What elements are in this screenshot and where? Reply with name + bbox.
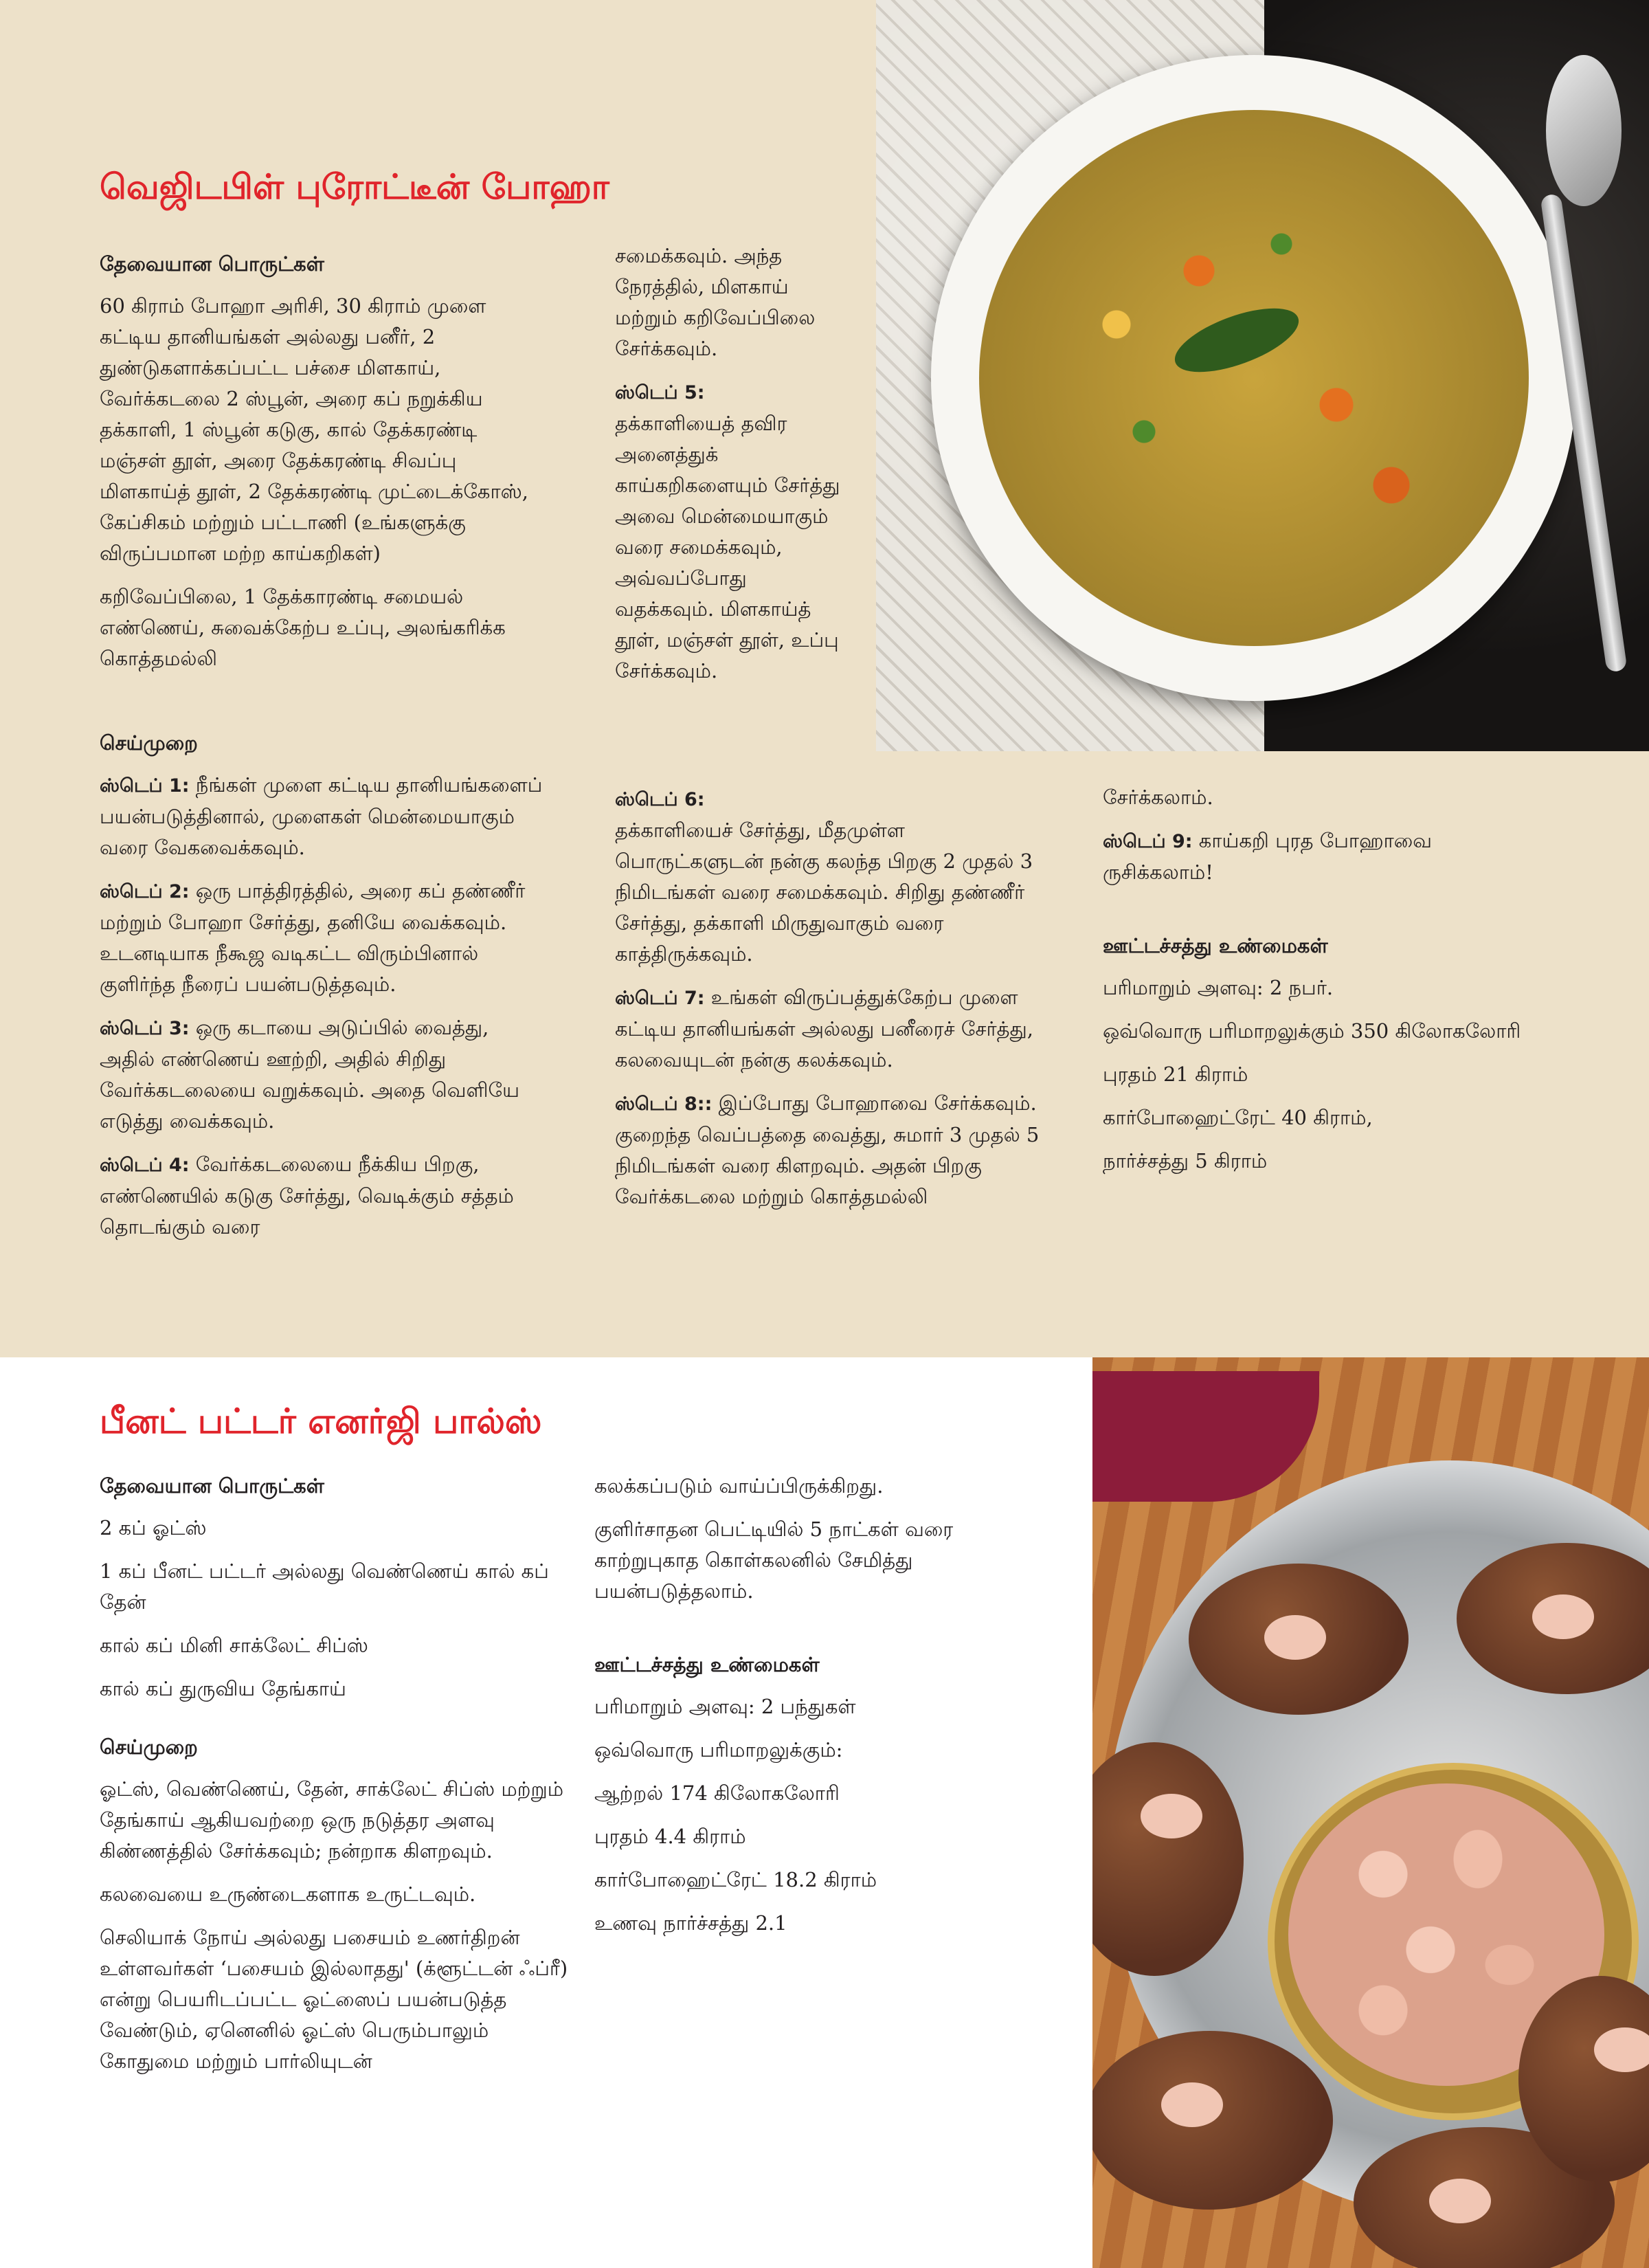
recipe1-step-1 bbox=[100, 770, 546, 863]
recipe1-column-3 bbox=[1103, 782, 1529, 1189]
recipe1-ingredients-heading: தேவையான பொருட்கள் bbox=[100, 252, 324, 276]
step-label: ஸ்டெப் 4: bbox=[100, 1155, 190, 1176]
nutrition-line: பரிமாறும் அளவு: 2 பந்துகள் bbox=[594, 1695, 856, 1718]
nutrition-line: கார்போஹைட்ரேட் 18.2 கிராம் bbox=[594, 1868, 877, 1891]
nutrition-line: உணவு நார்ச்சத்து 2.1 bbox=[594, 1911, 787, 1935]
step-label: ஸ்டெப் 9: bbox=[1103, 831, 1193, 852]
recipe1-method-heading: செய்முறை bbox=[100, 731, 198, 755]
energy-balls-photo bbox=[1092, 1357, 1649, 2268]
recipe1-step-3 bbox=[100, 1012, 546, 1137]
step-label: ஸ்டெப் 3: bbox=[100, 1018, 190, 1039]
step-text: ஒரு கடாயை அடுப்பில் வைத்து, அதில் எண்ணெய் ஊற்றி, அதில் சிறிது வேர்க்கடலையை வறுக்கவும். அதை வெளியே எடுத்து வைக்கவும். bbox=[100, 1016, 519, 1133]
nutrition-line: புரதம் 4.4 கிராம் bbox=[594, 1825, 746, 1848]
recipe1-column-1 bbox=[100, 249, 546, 1255]
peanut-topping bbox=[1161, 2082, 1223, 2127]
step-text: தக்காளியைச் சேர்த்து, மீதமுள்ள பொருட்களுடன் நன்கு கலந்த பிறகு 2 முதல் 3 நிமிடங்கள் வரை சமைக்கவும். சிறிது தண்ணீர் சேர்த்து, தக்காளி மிருதுவாகும் வரை காத்திருக்கவும். bbox=[615, 819, 1033, 966]
peanut-topping bbox=[1264, 1615, 1326, 1660]
method-paragraph: கலக்கப்படும் வாய்ப்பிருக்கிறது. bbox=[594, 1474, 884, 1498]
step-label: ஸ்டெப் 8:: bbox=[615, 1093, 713, 1115]
recipe1-step-8 bbox=[615, 1088, 1055, 1212]
step-label: ஸ்டெப் 6: bbox=[615, 789, 705, 810]
energy-ball bbox=[1189, 1564, 1409, 1715]
poha-photo bbox=[876, 0, 1649, 751]
nutrition-line: கார்போஹைட்ரேட் 40 கிராம், bbox=[1103, 1106, 1373, 1129]
step-text: இப்போது போஹாவை சேர்க்கவும். குறைந்த வெப்பத்தை வைத்து, சுமார் 3 முதல் 5 நிமிடங்கள் வரை கிளறவும். அதன் பிறகு வேர்க்கடலை மற்றும் கொத்தமல்லி bbox=[615, 1091, 1040, 1208]
recipe1-column-2-lower bbox=[615, 783, 1055, 1225]
nutrition-line: ஆற்றல் 174 கிலோகலோரி bbox=[594, 1781, 840, 1805]
method-paragraph: ஓட்ஸ், வெண்ணெய், தேன், சாக்லேட் சிப்ஸ் மற்றும் தேங்காய் ஆகியவற்றை ஒரு நடுத்தர அளவு கிண்ணத்தில் சேர்க்கவும்; நன்றாக கிளறவும். bbox=[100, 1777, 564, 1863]
recipe1-ingredients-text: 60 கிராம் போஹா அரிசி, 30 கிராம் முளை கட்டிய தானியங்கள் அல்லது பனீர், 2 துண்டுகளாக்கப்பட்ட பச்சை மிளகாய், வேர்க்கடலை 2 ஸ்பூன், அரை கப் நறுக்கிய தக்காளி, 1 ஸ்பூன் கடுகு, கால் தேக்கரண்டி மஞ்சள் தூள், அரை தேக்கரண்டி சிவப்பு மிளகாய்த் தூள், 2 தேக்கரண்டி முட்டைக்கோஸ், கேப்சிகம் மற்றும் பட்டாணி (உங்களுக்கு விருப்பமான மற்ற காய்கறிகள்) bbox=[100, 294, 528, 565]
method-paragraph: குளிர்சாதன பெட்டியில் 5 நாட்கள் வரை காற்றுபுகாத கொள்கலனில் சேமித்து பயன்படுத்தலாம். bbox=[594, 1517, 954, 1603]
recipe1-step-5 bbox=[615, 377, 849, 687]
recipe1-step-4 bbox=[100, 1149, 546, 1243]
method-paragraph: கலவையை உருண்டைகளாக உருட்டவும். bbox=[100, 1882, 476, 1906]
recipe1-step-8-cont: சேர்க்கலாம். bbox=[1103, 786, 1213, 809]
step-text: காய்கறி புரத போஹாவை ருசிக்கலாம்! bbox=[1103, 829, 1432, 884]
nutrition-line: ஒவ்வொரு பரிமாறலுக்கும்: bbox=[594, 1738, 843, 1761]
recipe2-column-2 bbox=[594, 1471, 1055, 1951]
step-label: ஸ்டெப் 1: bbox=[100, 775, 190, 797]
recipe1-column-2 bbox=[615, 241, 849, 699]
peanut-topping bbox=[1429, 2179, 1491, 2223]
recipe1-step-6 bbox=[615, 783, 1055, 970]
ingredient-item: 2 கப் ஓட்ஸ் bbox=[100, 1516, 207, 1539]
recipe1-title: வெஜிடபிள் புரோட்டீன் போஹா bbox=[100, 167, 609, 207]
recipe1-step-4-cont: சமைக்கவும். அந்த நேரத்தில், மிளகாய் மற்றும் கறிவேப்பிலை சேர்க்கவும். bbox=[615, 244, 816, 360]
recipe1-step-2 bbox=[100, 876, 546, 1000]
step-text: உங்கள் விருப்பத்துக்கேற்ப முளை கட்டிய தானியங்கள் அல்லது பனீரைச் சேர்த்து, கலவையுடன் நன்கு கலக்கவும். bbox=[615, 986, 1033, 1071]
recipe2-column-1 bbox=[100, 1471, 574, 2089]
step-text: ஒரு பாத்திரத்தில், அரை கப் தண்ணீர் மற்றும் போஹா சேர்த்து, தனியே வைக்கவும். உடனடியாக நீகூஜ வடிகட்ட விரும்பினால் குளிர்ந்த நீரைப் பயன்படுத்தவும். bbox=[100, 879, 526, 996]
energy-ball bbox=[1092, 2031, 1333, 2210]
step-label: ஸ்டெப் 7: bbox=[615, 988, 705, 1009]
step-label: ஸ்டெப் 5: bbox=[615, 382, 705, 403]
nutrition-line: ஒவ்வொரு பரிமாறலுக்கும் 350 கிலோகலோரி bbox=[1103, 1019, 1521, 1043]
recipe1-nutrition-heading: ஊட்டச்சத்து உண்மைகள் bbox=[1103, 934, 1328, 957]
recipe2-title: பீனட் பட்டர் எனர்ஜி பால்ஸ் bbox=[100, 1401, 542, 1441]
poha-food bbox=[979, 110, 1529, 646]
recipe2-nutrition-heading: ஊட்டச்சத்து உண்மைகள் bbox=[594, 1653, 820, 1676]
ingredient-item: 1 கப் பீனட் பட்டர் அல்லது வெண்ணெய் கால் கப் தேன் bbox=[100, 1559, 549, 1614]
step-text: வேர்க்கடலையை நீக்கிய பிறகு, எண்ணெயில் கடுகு சேர்த்து, வெடிக்கும் சத்தம் தொடங்கும் வரை bbox=[100, 1153, 514, 1238]
step-text: நீங்கள் முளை கட்டிய தானியங்களைப் பயன்படுத்தினால், முளைகள் மென்மையாகும் வரை வேகவைக்கவும். bbox=[100, 773, 543, 859]
recipe1-step-7 bbox=[615, 982, 1055, 1076]
step-text: தக்காளியைத் தவிர அனைத்துக் காய்கறிகளையும் சேர்த்து அவை மென்மையாகும் வரை சமைக்கவும், அவ்வப்போது வதக்கவும். மிளகாய்த் தூள், மஞ்சள் தூள், உப்பு சேர்க்கவும். bbox=[615, 412, 840, 682]
recipe2-method-heading: செய்முறை bbox=[100, 1735, 198, 1759]
red-cloth bbox=[1092, 1371, 1319, 1502]
peanut-topping bbox=[1594, 2027, 1649, 2072]
recipe2-ingredients-heading: தேவையான பொருட்கள் bbox=[100, 1474, 324, 1498]
recipe1-step-9 bbox=[1103, 825, 1529, 888]
ingredient-item: கால் கப் மினி சாக்லேட் சிப்ஸ் bbox=[100, 1634, 368, 1657]
nutrition-line: பரிமாறும் அளவு: 2 நபர். bbox=[1103, 976, 1334, 999]
nutrition-line: நார்ச்சத்து 5 கிராம் bbox=[1103, 1149, 1268, 1172]
spoon bbox=[1546, 55, 1622, 206]
peanut-topping bbox=[1141, 1794, 1202, 1838]
recipe1-ingredients-text-2: கறிவேப்பிலை, 1 தேக்காரண்டி சமையல் எண்ணெய், சுவைக்கேற்ப உப்பு, அலங்கரிக்க கொத்தமல்லி bbox=[100, 585, 506, 670]
peanut-topping bbox=[1532, 1594, 1594, 1639]
ingredient-item: கால் கப் துருவிய தேங்காய் bbox=[100, 1677, 346, 1700]
method-paragraph: செலியாக் நோய் அல்லது பசையம் உணர்திறன் உள்ளவர்கள் ‘பசையம் இல்லாதது' (க்ளூட்டன் ஃப்ரீ) என்று பெயரிடப்பட்ட ஓட்ஸைப் பயன்படுத்த வேண்டும், ஏனெனில் ஓட்ஸ் பெரும்பாலும் கோதுமை மற்றும் பார்லியுடன் bbox=[100, 1926, 568, 2073]
nutrition-line: புரதம் 21 கிராம் bbox=[1103, 1063, 1248, 1086]
step-label: ஸ்டெப் 2: bbox=[100, 881, 190, 902]
